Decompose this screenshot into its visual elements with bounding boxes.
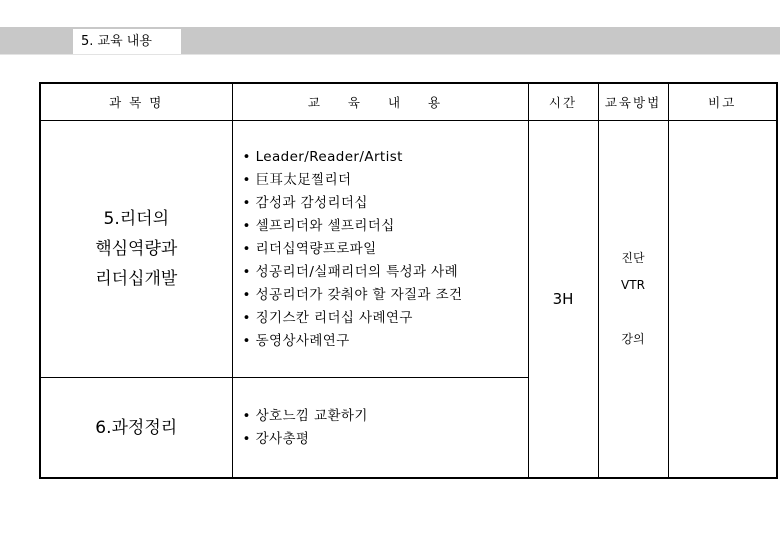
- note-cell: [668, 121, 777, 479]
- subject-line: 6.과정정리: [95, 417, 178, 438]
- table-header-row: [40, 83, 777, 121]
- subject-cell: [40, 378, 232, 479]
- content-list: [233, 146, 528, 353]
- header-method: 교육방법: [598, 83, 668, 121]
- content-list: [233, 405, 528, 451]
- header-note: 비고: [668, 83, 777, 121]
- method-line: VTR: [621, 278, 645, 292]
- header-content: 교 육 내 용: [232, 83, 528, 121]
- header-subject: 과 목 명: [40, 83, 232, 121]
- method-line: 강의: [621, 332, 645, 346]
- subject-line: 리더십개발: [95, 269, 178, 289]
- list-item: • 징기스칸 리더십 사례연구: [243, 307, 528, 330]
- list-item: • 상호느낌 교환하기: [243, 405, 528, 428]
- list-item: • 강사총평: [243, 428, 528, 451]
- method-cell: [598, 121, 668, 479]
- list-item: • 巨耳太足찔리더: [243, 169, 528, 192]
- method-line: 진단: [621, 251, 645, 265]
- content-cell: [232, 378, 528, 479]
- header-hours: 시간: [528, 83, 598, 121]
- subject-cell: [40, 121, 232, 378]
- hours-cell: 3H: [528, 121, 598, 479]
- list-item: • 성공리더/실패리더의 특성과 사례: [243, 261, 528, 284]
- list-item: • 셀프리더와 셀프리더십: [243, 215, 528, 238]
- content-cell: [232, 121, 528, 378]
- section-title: 5. 교육 내용: [73, 29, 181, 54]
- table-row: [40, 121, 777, 378]
- subject-line: 5.리더의: [103, 209, 169, 229]
- method-line: [599, 299, 668, 326]
- curriculum-table: [39, 82, 778, 479]
- header-divider: [0, 54, 780, 55]
- list-item: • 성공리더가 갖춰야 할 자질과 조건: [243, 284, 528, 307]
- list-item: • 리더십역량프로파일: [243, 238, 528, 261]
- subject-line: 핵심역량과: [95, 239, 178, 259]
- list-item: • 감성과 감성리더십: [243, 192, 528, 215]
- list-item: • Leader/Reader/Artist: [243, 146, 528, 169]
- list-item: • 동영상사례연구: [243, 330, 528, 353]
